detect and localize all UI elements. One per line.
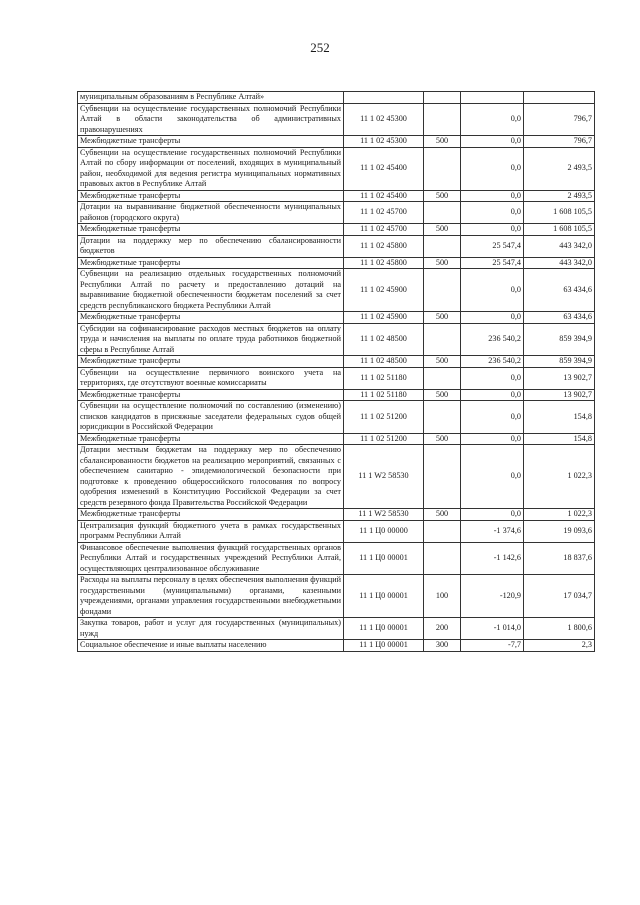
expense-kind-cell: 500 bbox=[424, 224, 461, 236]
expense-name-cell: Межбюджетные трансферты bbox=[78, 433, 344, 445]
expense-kind-cell: 500 bbox=[424, 190, 461, 202]
amount-total-cell: 154,8 bbox=[524, 401, 595, 434]
target-article-code-cell: 11 1 Ц0 00001 bbox=[344, 542, 424, 575]
table-row bbox=[78, 618, 595, 640]
amount-total-cell: 1 022,3 bbox=[524, 509, 595, 521]
expense-name-cell: Дотации на поддержку мер по обеспечению сбалансированности бюджетов bbox=[78, 235, 344, 257]
target-article-code-cell: 11 1 W2 58530 bbox=[344, 445, 424, 509]
amount-change-cell: -7,7 bbox=[461, 640, 524, 652]
target-article-code-cell: 11 1 Ц0 00001 bbox=[344, 640, 424, 652]
target-article-code-cell: 11 1 02 48500 bbox=[344, 356, 424, 368]
expense-name-cell: Межбюджетные трансферты bbox=[78, 312, 344, 324]
expense-kind-cell: 500 bbox=[424, 509, 461, 521]
amount-change-cell: -120,9 bbox=[461, 575, 524, 618]
target-article-code-cell bbox=[344, 92, 424, 104]
amount-change-cell bbox=[461, 92, 524, 104]
table-row bbox=[78, 356, 595, 368]
amount-change-cell: 0,0 bbox=[461, 445, 524, 509]
table-row bbox=[78, 224, 595, 236]
target-article-code-cell: 11 1 02 45700 bbox=[344, 224, 424, 236]
amount-total-cell: 443 342,0 bbox=[524, 257, 595, 269]
expense-name-cell: Межбюджетные трансферты bbox=[78, 136, 344, 148]
target-article-code-cell: 11 1 02 45900 bbox=[344, 269, 424, 312]
amount-total-cell: 154,8 bbox=[524, 433, 595, 445]
amount-change-cell: 0,0 bbox=[461, 269, 524, 312]
table-row bbox=[78, 389, 595, 401]
expense-kind-cell bbox=[424, 367, 461, 389]
expense-kind-cell bbox=[424, 401, 461, 434]
table-row bbox=[78, 202, 595, 224]
amount-change-cell: 0,0 bbox=[461, 433, 524, 445]
amount-total-cell: 1 022,3 bbox=[524, 445, 595, 509]
amount-change-cell: 0,0 bbox=[461, 147, 524, 190]
target-article-code-cell: 11 1 02 45800 bbox=[344, 235, 424, 257]
expense-name-cell: Субвенции на осуществление государственных полномочий Республики Алтай в области законодательства об административных правонарушениях bbox=[78, 103, 344, 136]
expense-name-cell: Субсидии на софинансирование расходов местных бюджетов на оплату труда и начисления на выплаты по оплате труда работников бюджетной сферы в Республике Алтай bbox=[78, 323, 344, 356]
table-row bbox=[78, 520, 595, 542]
amount-total-cell: 19 093,6 bbox=[524, 520, 595, 542]
table-row bbox=[78, 640, 595, 652]
expense-name-cell: Субвенции на осуществление первичного воинского учета на территориях, где отсутствуют военные комиссариаты bbox=[78, 367, 344, 389]
amount-change-cell: -1 014,0 bbox=[461, 618, 524, 640]
amount-change-cell: 236 540,2 bbox=[461, 323, 524, 356]
table-row bbox=[78, 312, 595, 324]
expense-kind-cell bbox=[424, 542, 461, 575]
expense-kind-cell: 500 bbox=[424, 136, 461, 148]
expense-name-cell: Межбюджетные трансферты bbox=[78, 190, 344, 202]
table-row bbox=[78, 269, 595, 312]
amount-change-cell: 0,0 bbox=[461, 202, 524, 224]
target-article-code-cell: 11 1 02 45400 bbox=[344, 190, 424, 202]
expense-kind-cell: 300 bbox=[424, 640, 461, 652]
amount-total-cell: 1 608 105,5 bbox=[524, 202, 595, 224]
amount-change-cell: 0,0 bbox=[461, 367, 524, 389]
target-article-code-cell: 11 1 02 51180 bbox=[344, 367, 424, 389]
amount-total-cell: 859 394,9 bbox=[524, 356, 595, 368]
expense-name-cell: Социальное обеспечение и иные выплаты населению bbox=[78, 640, 344, 652]
expense-kind-cell: 100 bbox=[424, 575, 461, 618]
amount-change-cell: 236 540,2 bbox=[461, 356, 524, 368]
amount-total-cell: 63 434,6 bbox=[524, 269, 595, 312]
amount-change-cell: 0,0 bbox=[461, 103, 524, 136]
table-row bbox=[78, 367, 595, 389]
target-article-code-cell: 11 1 02 45400 bbox=[344, 147, 424, 190]
expense-kind-cell: 500 bbox=[424, 356, 461, 368]
target-article-code-cell: 11 1 02 45300 bbox=[344, 136, 424, 148]
expense-name-cell: Субвенции на осуществление государственных полномочий Республики Алтай по сбору информации от поселений, входящих в муниципальный район, необходимой для ведения регистра муниципальных нормативных правовых актов в Республике Алтай bbox=[78, 147, 344, 190]
expense-kind-cell bbox=[424, 103, 461, 136]
amount-change-cell: 0,0 bbox=[461, 224, 524, 236]
expense-kind-cell: 500 bbox=[424, 257, 461, 269]
expense-name-cell: Закупка товаров, работ и услуг для государственных (муниципальных) нужд bbox=[78, 618, 344, 640]
expense-kind-cell bbox=[424, 520, 461, 542]
amount-change-cell: 0,0 bbox=[461, 190, 524, 202]
target-article-code-cell: 11 1 Ц0 00001 bbox=[344, 575, 424, 618]
table-row bbox=[78, 509, 595, 521]
amount-change-cell: 0,0 bbox=[461, 389, 524, 401]
expense-name-cell: Субвенции на реализацию отдельных государственных полномочий Республики Алтай по расчету и предоставлению дотаций на выравнивание бюджетной обеспеченности бюджетам поселений за счет средств республиканского бюджета Республики Алтай bbox=[78, 269, 344, 312]
amount-total-cell: 13 902,7 bbox=[524, 389, 595, 401]
expense-name-cell: муниципальным образованиям в Республике Алтай» bbox=[78, 92, 344, 104]
amount-change-cell: 0,0 bbox=[461, 509, 524, 521]
amount-change-cell: 0,0 bbox=[461, 136, 524, 148]
expense-name-cell: Финансовое обеспечение выполнения функций государственных органов Республики Алтай и государственных учреждений Республики Алтай, осуществляющих централизованное обслуживание bbox=[78, 542, 344, 575]
table-row bbox=[78, 575, 595, 618]
expense-kind-cell bbox=[424, 269, 461, 312]
table-row bbox=[78, 136, 595, 148]
expense-kind-cell: 500 bbox=[424, 312, 461, 324]
table-row bbox=[78, 401, 595, 434]
amount-change-cell: -1 142,6 bbox=[461, 542, 524, 575]
expense-kind-cell bbox=[424, 202, 461, 224]
amount-total-cell: 2,3 bbox=[524, 640, 595, 652]
target-article-code-cell: 11 1 02 45700 bbox=[344, 202, 424, 224]
table-row bbox=[78, 147, 595, 190]
table-row bbox=[78, 542, 595, 575]
expense-kind-cell: 500 bbox=[424, 433, 461, 445]
expense-name-cell: Дотации местным бюджетам на поддержку мер по обеспечению сбалансированности бюджетов на реализацию мероприятий, связанных с обеспечением санитарно - эпидемиологической безопасности при подготовке к проведению общероссийского голосования по вопросу одобрения изменений в Конституцию Российской Федерации за счет средств резервного фонда Правительства Российской Федерации bbox=[78, 445, 344, 509]
page-number: 252 bbox=[310, 40, 330, 55]
table-row bbox=[78, 445, 595, 509]
target-article-code-cell: 11 1 02 51180 bbox=[344, 389, 424, 401]
table-row bbox=[78, 323, 595, 356]
expense-name-cell: Дотации на выравнивание бюджетной обеспеченности муниципальных районов (городского округа) bbox=[78, 202, 344, 224]
expense-name-cell: Межбюджетные трансферты bbox=[78, 509, 344, 521]
expense-name-cell: Межбюджетные трансферты bbox=[78, 356, 344, 368]
target-article-code-cell: 11 1 02 48500 bbox=[344, 323, 424, 356]
amount-total-cell: 63 434,6 bbox=[524, 312, 595, 324]
target-article-code-cell: 11 1 02 51200 bbox=[344, 401, 424, 434]
expense-name-cell: Межбюджетные трансферты bbox=[78, 389, 344, 401]
target-article-code-cell: 11 1 02 45800 bbox=[344, 257, 424, 269]
table-row bbox=[78, 92, 595, 104]
table-row bbox=[78, 433, 595, 445]
amount-change-cell: 0,0 bbox=[461, 312, 524, 324]
table-row bbox=[78, 257, 595, 269]
target-article-code-cell: 11 1 02 45300 bbox=[344, 103, 424, 136]
target-article-code-cell: 11 1 Ц0 00000 bbox=[344, 520, 424, 542]
expense-kind-cell bbox=[424, 235, 461, 257]
expense-name-cell: Расходы на выплаты персоналу в целях обеспечения выполнения функций государственными (муниципальными) органами, казенными учреждениями, органами управления государственными внебюджетными фондами bbox=[78, 575, 344, 618]
amount-change-cell: 25 547,4 bbox=[461, 257, 524, 269]
amount-total-cell: 2 493,5 bbox=[524, 147, 595, 190]
budget-table bbox=[77, 91, 595, 652]
expense-kind-cell bbox=[424, 323, 461, 356]
expense-name-cell: Централизация функций бюджетного учета в рамках государственных программ Республики Алтай bbox=[78, 520, 344, 542]
expense-name-cell: Межбюджетные трансферты bbox=[78, 257, 344, 269]
expense-kind-cell bbox=[424, 92, 461, 104]
amount-total-cell: 18 837,6 bbox=[524, 542, 595, 575]
amount-change-cell: 0,0 bbox=[461, 401, 524, 434]
amount-total-cell: 796,7 bbox=[524, 103, 595, 136]
target-article-code-cell: 11 1 W2 58530 bbox=[344, 509, 424, 521]
amount-total-cell: 443 342,0 bbox=[524, 235, 595, 257]
expense-kind-cell: 500 bbox=[424, 389, 461, 401]
amount-total-cell bbox=[524, 92, 595, 104]
amount-total-cell: 2 493,5 bbox=[524, 190, 595, 202]
amount-total-cell: 796,7 bbox=[524, 136, 595, 148]
target-article-code-cell: 11 1 02 45900 bbox=[344, 312, 424, 324]
amount-total-cell: 1 800,6 bbox=[524, 618, 595, 640]
expense-kind-cell: 200 bbox=[424, 618, 461, 640]
expense-kind-cell bbox=[424, 147, 461, 190]
amount-change-cell: -1 374,6 bbox=[461, 520, 524, 542]
amount-change-cell: 25 547,4 bbox=[461, 235, 524, 257]
amount-total-cell: 17 034,7 bbox=[524, 575, 595, 618]
amount-total-cell: 859 394,9 bbox=[524, 323, 595, 356]
table-row bbox=[78, 235, 595, 257]
expense-name-cell: Субвенции на осуществление полномочий по составлению (изменению) списков кандидатов в присяжные заседатели федеральных судов общей юрисдикции в Российской Федерации bbox=[78, 401, 344, 434]
expense-kind-cell bbox=[424, 445, 461, 509]
target-article-code-cell: 11 1 02 51200 bbox=[344, 433, 424, 445]
amount-total-cell: 1 608 105,5 bbox=[524, 224, 595, 236]
expense-name-cell: Межбюджетные трансферты bbox=[78, 224, 344, 236]
table-row bbox=[78, 190, 595, 202]
table-row bbox=[78, 103, 595, 136]
budget-table-body bbox=[78, 92, 595, 652]
amount-total-cell: 13 902,7 bbox=[524, 367, 595, 389]
target-article-code-cell: 11 1 Ц0 00001 bbox=[344, 618, 424, 640]
